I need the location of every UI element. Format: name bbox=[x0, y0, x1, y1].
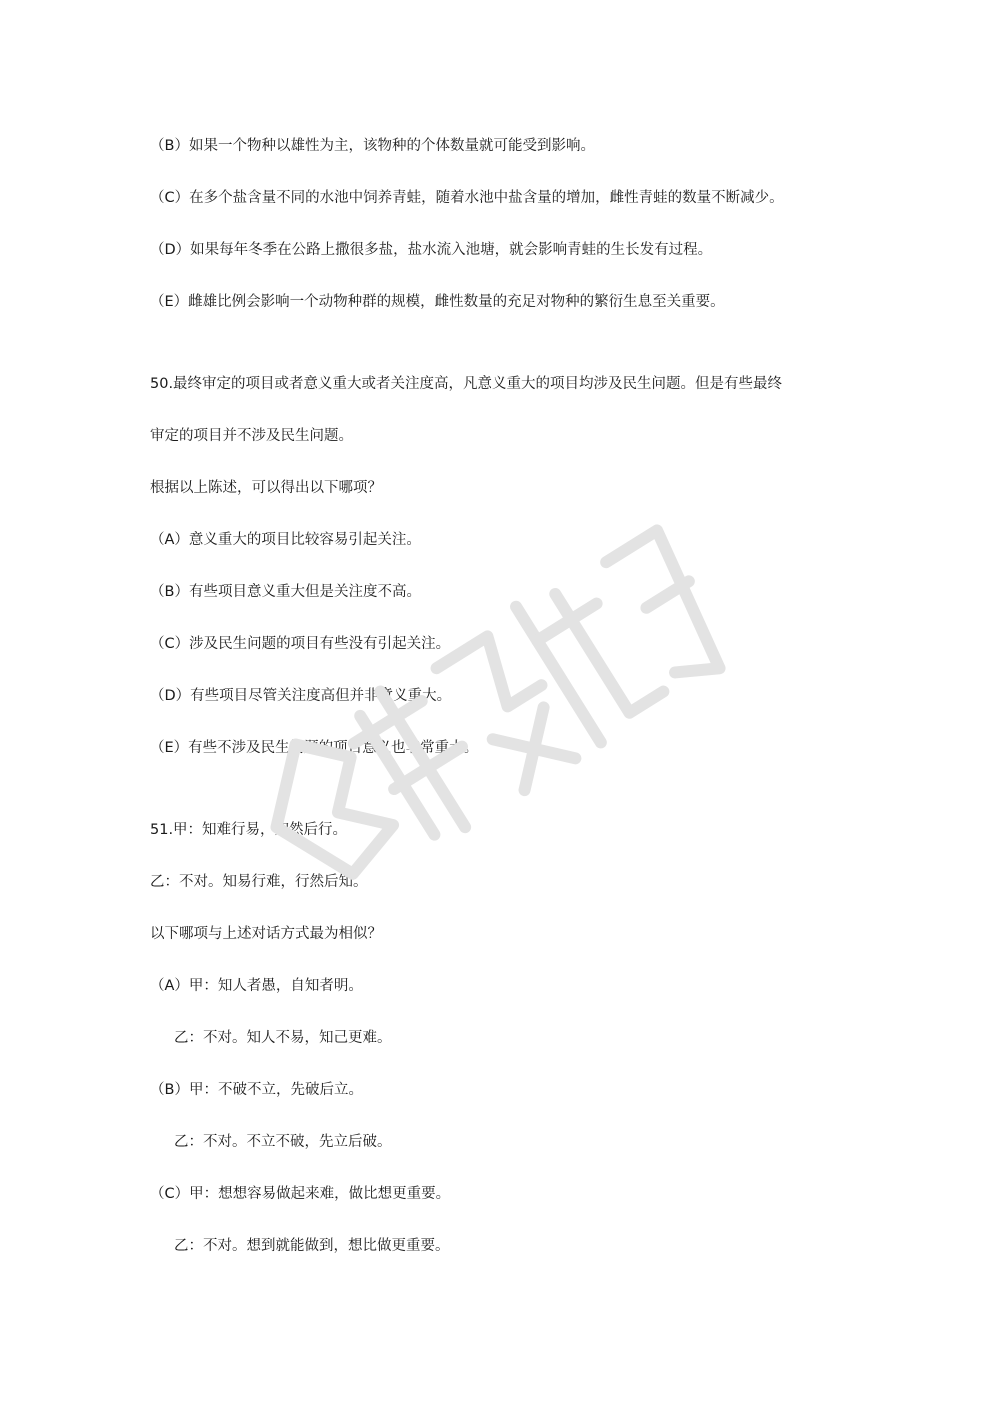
option-51-b-line-1: （B）甲：不破不立，先破后立。 bbox=[150, 1082, 363, 1098]
option-50-a: （A）意义重大的项目比较容易引起关注。 bbox=[150, 532, 421, 548]
question-50-stem-line-2: 审定的项目并不涉及民生问题。 bbox=[150, 428, 353, 444]
question-51-speaker-b: 乙：不对。知易行难，行然后知。 bbox=[150, 874, 368, 890]
option-51-b-line-2: 乙：不对。不立不破，先立后破。 bbox=[174, 1134, 392, 1150]
option-51-c-line-1: （C）甲：想想容易做起来难，做比想更重要。 bbox=[150, 1186, 451, 1202]
option-50-c: （C）涉及民生问题的项目有些没有引起关注。 bbox=[150, 636, 451, 652]
option-49-e: （E）雌雄比例会影响一个动物种群的规模，雌性数量的充足对物种的繁衍生息至关重要。 bbox=[150, 294, 725, 310]
option-49-c: （C）在多个盐含量不同的水池中饲养青蛙，随着水池中盐含量的增加，雌性青蛙的数量不断减少。 bbox=[150, 190, 784, 206]
option-49-d: （D）如果每年冬季在公路上撒很多盐，盐水流入池塘，就会影响青蛙的生长发有过程。 bbox=[150, 242, 713, 258]
option-51-c-line-2: 乙：不对。想到就能做到，想比做更重要。 bbox=[174, 1238, 450, 1254]
question-50-stem-line-1: 50.最终审定的项目或者意义重大或者关注度高，凡意义重大的项目均涉及民生问题。但是有些最终 bbox=[150, 376, 783, 392]
option-50-d: （D）有些项目尽管关注度高但并非意义重大。 bbox=[150, 688, 452, 704]
question-51-speaker-a: 51.甲：知难行易，知然后行。 bbox=[150, 822, 348, 838]
option-51-a-line-1: （A）甲：知人者愚，自知者明。 bbox=[150, 978, 363, 994]
question-51-prompt: 以下哪项与上述对话方式最为相似？ bbox=[150, 926, 382, 942]
option-50-b: （B）有些项目意义重大但是关注度不高。 bbox=[150, 584, 421, 600]
question-50-prompt: 根据以上陈述，可以得出以下哪项？ bbox=[150, 480, 382, 496]
option-50-e: （E）有些不涉及民生问题的项目意义也非常重大。 bbox=[150, 740, 479, 756]
option-49-b: （B）如果一个物种以雄性为主，该物种的个体数量就可能受到影响。 bbox=[150, 138, 595, 154]
option-51-a-line-2: 乙：不对。知人不易，知己更难。 bbox=[174, 1030, 392, 1046]
